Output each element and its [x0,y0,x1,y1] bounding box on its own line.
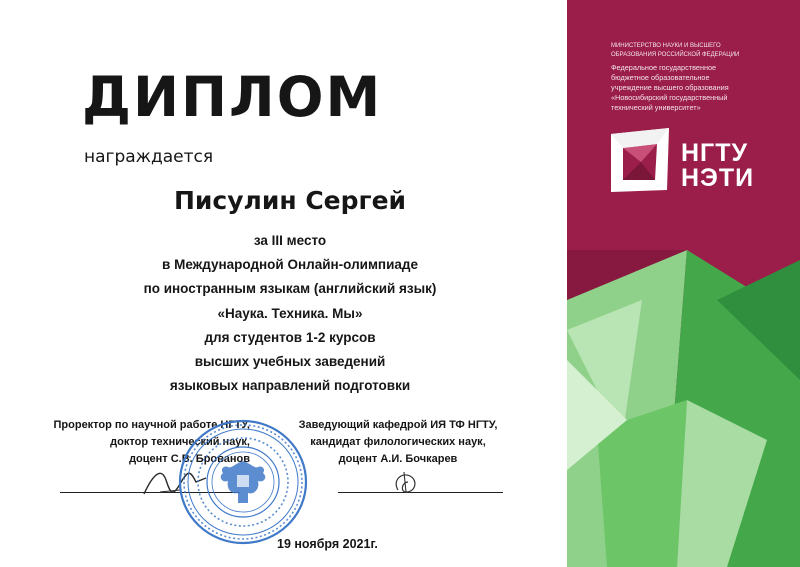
recipient-name: Писулин Сергей [173,186,407,215]
ministry-name: МИНИСТЕРСТВО НАУКИ И ВЫСШЕГО ОБРАЗОВАНИЯ РОССИЙСКОЙ ФЕДЕРАЦИИ [611,43,740,58]
signatory-left-degree: доктор технический наук, [110,436,250,448]
ngtu-neti-logo-icon [611,128,673,192]
award-line: за III место [253,233,327,248]
signatory-right-degree: кандидат филологических наук, [310,436,486,448]
award-line: для студентов 1-2 курсов [204,329,376,345]
university-panel [567,0,800,567]
diploma-title: ДИПЛОМ [82,65,383,129]
logo-text-neti: НЭТИ [681,164,755,192]
official-seal-stamp-icon [176,417,310,547]
handwritten-signature-icon [390,470,424,496]
award-line: языковых направлений подготовки [169,378,411,394]
signatory-right-position: Заведующий кафедрой ИЯ ТФ НГТУ, [298,419,498,431]
signatory-left-position: Проректор по научной работе НГТУ, [53,419,250,431]
signatory-right-name: доцент А.И. Бочкарев [338,453,458,465]
awarded-label: награждается [84,147,214,167]
signatory-right [278,417,518,468]
award-line: высших учебных заведений [194,354,386,370]
institution-name: Федеральное государственное бюджетное образовательное учреждение высшего образования «Новосибирский государственный технический университет» [611,63,729,112]
award-line: по иностранным языкам (английский язык) [143,281,437,297]
signatory-left-name: доцент С.В. Брованов [129,453,250,465]
logo-text-ngtu: НГТУ [681,139,749,167]
award-description [80,229,500,398]
award-line: «Наука. Техника. Мы» [217,305,363,321]
award-line: в Международной Онлайн-олимпиаде [162,257,418,273]
issue-date: 19 ноября 2021г. [277,537,378,551]
